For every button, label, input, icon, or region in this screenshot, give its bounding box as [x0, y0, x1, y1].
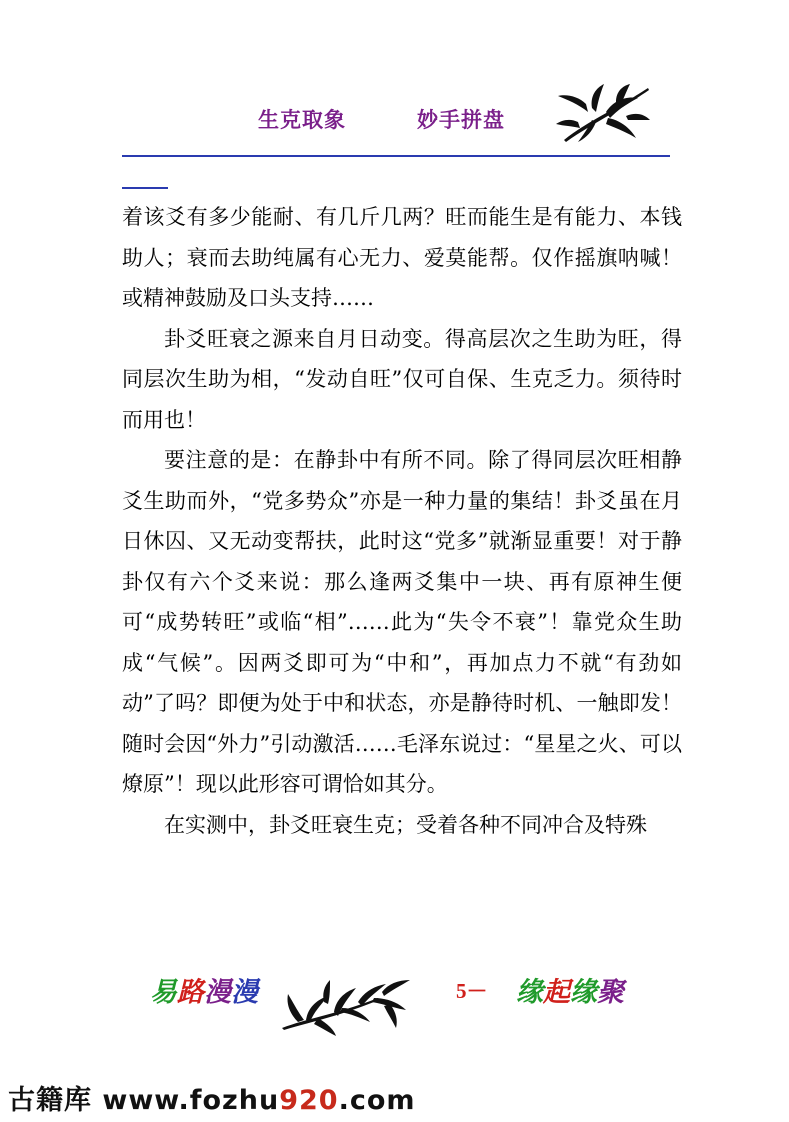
- paragraph-3: 要注意的是：在静卦中有所不同。除了得同层次旺相静爻生助而外，“党多势众”亦是一种力量的集结！卦爻虽在月日休囚、又无动变帮扶，此时这“党多”就渐显重要！对于静卦仅有六个爻来说：那么逢两爻集中一块、再有原神生便可“成势转旺”或临“相”……此为“失令不衰”！靠党众生助成“气候”。因两爻即可为“中和”，再加点力不就“有劲如动”了吗？即便为处于中和状态，亦是静待时机、一触即发！随时会因“外力”引动激活……毛泽东说过：“星星之火、可以燎原”！现以此形容可谓恰如其分。: [122, 448, 682, 796]
- body-text: [122, 197, 682, 845]
- bamboo-icon: [556, 82, 652, 144]
- footer-right-char: 起: [543, 977, 570, 1008]
- footer-left-char: 漫: [204, 977, 231, 1008]
- footer-right-char: 缘: [516, 977, 543, 1008]
- footer-right-char: 聚: [597, 977, 624, 1008]
- watermark-prefix: 古籍库 www.fozhu: [8, 1085, 280, 1116]
- watermark-digits: 920: [279, 1085, 339, 1116]
- footer-left-title: [150, 970, 258, 1009]
- footer-left-char: 易: [150, 977, 177, 1008]
- page-number: 5－: [456, 979, 488, 1003]
- header-divider-short: [122, 187, 168, 189]
- header-right-title: 妙手拼盘: [417, 107, 505, 132]
- paragraph-1: 着该爻有多少能耐、有几斤几两？旺而能生是有能力、本钱助人；衰而去助纯属有心无力、爱莫能帮。仅作摇旗呐喊！或精神鼓励及口头支持……: [122, 205, 682, 310]
- footer-left-char: 漫: [231, 977, 258, 1008]
- paragraph-2: 卦爻旺衰之源来自月日动变。得高层次之生助为旺，得同层次生助为相，“发动自旺”仅可自保、生克乏力。须待时而用也！: [122, 326, 682, 432]
- header-divider: [122, 155, 670, 157]
- bamboo-leaves-icon: [278, 978, 418, 1036]
- watermark: [8, 1078, 416, 1117]
- footer-left-char: 路: [177, 977, 204, 1008]
- paragraph-4: 在实测中，卦爻旺衰生克；受着各种不同冲合及特殊: [164, 812, 647, 837]
- header-left-title: 生克取象: [258, 107, 346, 132]
- footer-right-char: 缘: [570, 977, 597, 1008]
- watermark-suffix: .com: [338, 1085, 416, 1116]
- footer-right-title: [516, 970, 624, 1009]
